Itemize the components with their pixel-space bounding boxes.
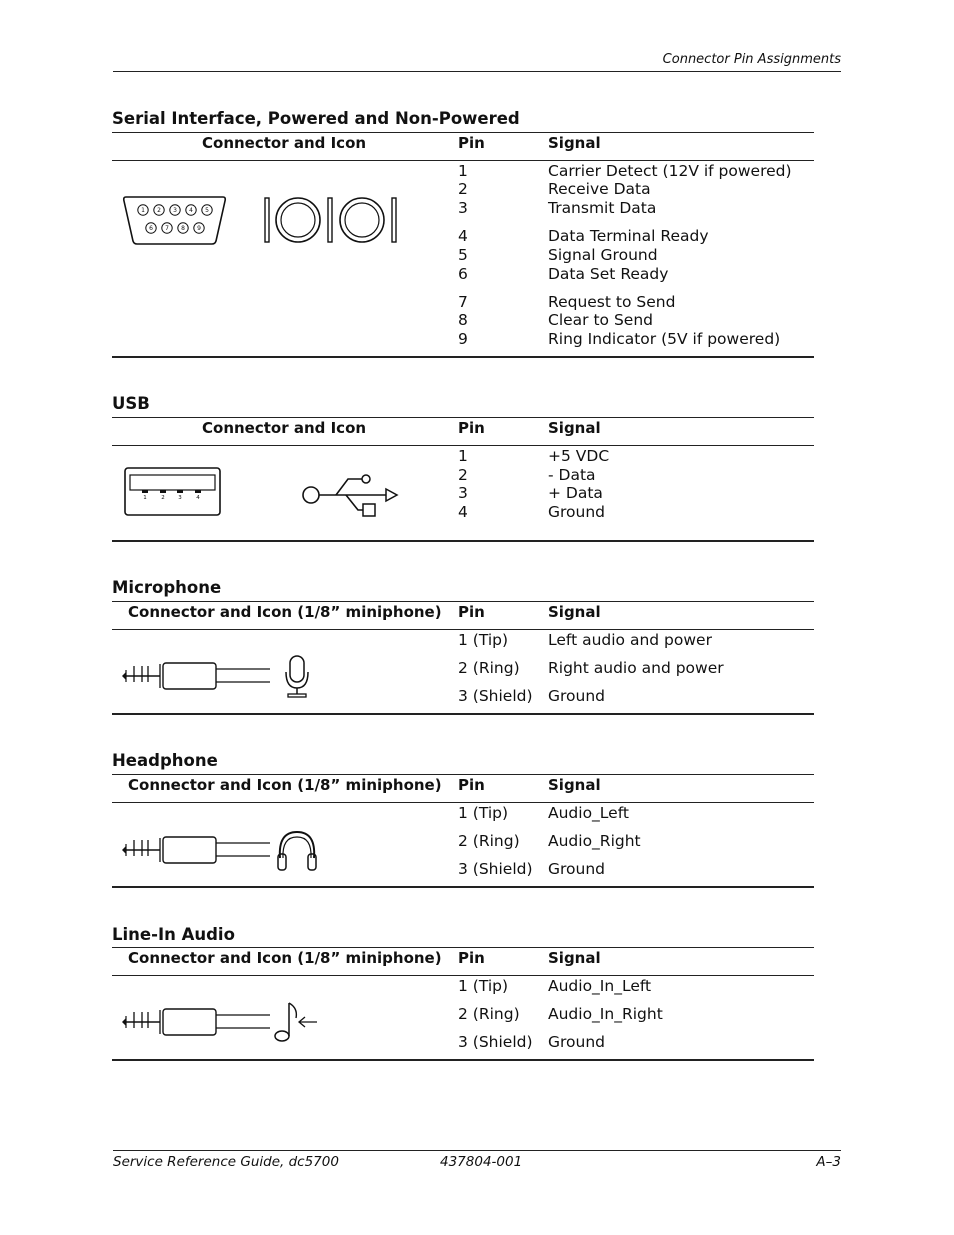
signal-cell: Ground — [548, 860, 606, 878]
section-title-linein: Line-In Audio — [112, 925, 235, 944]
section-title-serial: Serial Interface, Powered and Non-Powered — [112, 109, 520, 128]
section-title-microphone: Microphone — [112, 578, 222, 597]
miniphone-plug-icon — [120, 1006, 272, 1038]
table-rule — [112, 540, 814, 542]
pin-cell: 4 — [458, 227, 468, 245]
signal-cell: Ground — [548, 1033, 606, 1051]
pin-cell: 3 (Shield) — [458, 1033, 533, 1051]
usb-pin-label: 3 — [178, 495, 182, 501]
usb-pin-label: 2 — [161, 495, 165, 501]
db9-pin-label: 2 — [157, 207, 161, 214]
table-rule — [112, 132, 814, 133]
db9-pin-label: 6 — [149, 225, 153, 232]
signal-cell: Transmit Data — [548, 199, 657, 217]
table-rule — [112, 975, 814, 976]
microphone-icon — [282, 654, 312, 698]
pin-cell: 5 — [458, 246, 468, 264]
table-rule — [112, 417, 814, 418]
table-rule — [112, 601, 814, 602]
pin-cell: 9 — [458, 330, 468, 348]
header-rule — [113, 71, 841, 72]
signal-cell: Ring Indicator (5V if powered) — [548, 330, 781, 348]
table-rule — [112, 802, 814, 803]
music-note-in-icon — [272, 1000, 320, 1046]
col-header-signal: Signal — [548, 603, 601, 621]
signal-cell: Ground — [548, 503, 606, 521]
signal-cell: - Data — [548, 466, 596, 484]
col-header-signal: Signal — [548, 949, 601, 967]
usb-symbol-icon — [300, 473, 400, 519]
section-title-headphone: Headphone — [112, 751, 218, 770]
pin-cell: 3 (Shield) — [458, 860, 533, 878]
pin-cell: 2 — [458, 466, 468, 484]
col-header-connector: Connector and Icon (1/8” miniphone) — [128, 776, 442, 794]
table-rule — [112, 947, 814, 948]
pin-cell: 1 (Tip) — [458, 804, 509, 822]
col-header-signal: Signal — [548, 419, 601, 437]
pin-cell: 2 (Ring) — [458, 832, 520, 850]
signal-cell: Request to Send — [548, 293, 676, 311]
signal-cell: +5 VDC — [548, 447, 610, 465]
table-rule — [112, 356, 814, 358]
running-header: Connector Pin Assignments — [662, 52, 841, 67]
headphone-icon — [274, 828, 320, 872]
signal-cell: Ground — [548, 687, 606, 705]
col-header-pin: Pin — [458, 603, 485, 621]
signal-cell: Data Terminal Ready — [548, 227, 709, 245]
col-header-connector: Connector and Icon — [202, 134, 367, 152]
usb-pin-label: 1 — [143, 495, 147, 501]
db9-pin-label: 1 — [141, 207, 145, 214]
col-header-connector: Connector and Icon — [202, 419, 367, 437]
pin-cell: 1 (Tip) — [458, 977, 509, 995]
pin-cell: 7 — [458, 293, 468, 311]
footer-part-number: 437804-001 — [440, 1154, 523, 1170]
pin-cell: 1 (Tip) — [458, 631, 509, 649]
table-rule — [112, 445, 814, 446]
table-rule — [112, 886, 814, 888]
table-rule — [112, 629, 814, 630]
signal-cell: Clear to Send — [548, 311, 653, 329]
db9-pin-label: 5 — [205, 207, 209, 214]
footer-rule — [113, 1150, 841, 1151]
table-rule — [112, 713, 814, 715]
pin-cell: 3 — [458, 199, 468, 217]
table-rule — [112, 774, 814, 775]
db9-pin-label: 7 — [165, 225, 169, 232]
signal-cell: Carrier Detect (12V if powered) — [548, 162, 792, 180]
signal-cell: + Data — [548, 484, 603, 502]
miniphone-plug-icon — [120, 660, 272, 692]
pin-cell: 2 (Ring) — [458, 1005, 520, 1023]
pin-cell: 8 — [458, 311, 468, 329]
table-rule — [112, 1059, 814, 1061]
pin-cell: 2 — [458, 180, 468, 198]
pin-cell: 3 (Shield) — [458, 687, 533, 705]
col-header-connector: Connector and Icon (1/8” miniphone) — [128, 949, 442, 967]
col-header-connector: Connector and Icon (1/8” miniphone) — [128, 603, 442, 621]
usb-connector-icon — [124, 467, 222, 517]
col-header-pin: Pin — [458, 419, 485, 437]
col-header-pin: Pin — [458, 134, 485, 152]
db9-connector-icon — [122, 194, 228, 246]
signal-cell: Right audio and power — [548, 659, 724, 677]
miniphone-plug-icon — [120, 834, 272, 866]
signal-cell: Signal Ground — [548, 246, 658, 264]
pin-cell: 2 (Ring) — [458, 659, 520, 677]
db9-pin-label: 9 — [197, 225, 201, 232]
footer-guide-title: Service Reference Guide, dc5700 — [113, 1154, 339, 1170]
section-title-usb: USB — [112, 394, 150, 413]
pin-cell: 1 — [458, 162, 468, 180]
signal-cell: Left audio and power — [548, 631, 712, 649]
signal-cell: Audio_In_Left — [548, 977, 652, 995]
col-header-signal: Signal — [548, 776, 601, 794]
signal-cell: Audio_Left — [548, 804, 629, 822]
col-header-signal: Signal — [548, 134, 601, 152]
pin-cell: 4 — [458, 503, 468, 521]
db9-pin-label: 4 — [189, 207, 193, 214]
signal-cell: Receive Data — [548, 180, 651, 198]
signal-cell: Audio_Right — [548, 832, 641, 850]
footer-page-number: A–3 — [816, 1154, 841, 1170]
db9-pin-label: 8 — [181, 225, 185, 232]
table-rule — [112, 160, 814, 161]
db9-pin-label: 3 — [173, 207, 177, 214]
pin-cell: 3 — [458, 484, 468, 502]
pin-cell: 1 — [458, 447, 468, 465]
pin-cell: 6 — [458, 265, 468, 283]
usb-pin-label: 4 — [196, 495, 200, 501]
signal-cell: Data Set Ready — [548, 265, 669, 283]
col-header-pin: Pin — [458, 776, 485, 794]
serial-port-icon — [262, 196, 402, 244]
col-header-pin: Pin — [458, 949, 485, 967]
signal-cell: Audio_In_Right — [548, 1005, 663, 1023]
